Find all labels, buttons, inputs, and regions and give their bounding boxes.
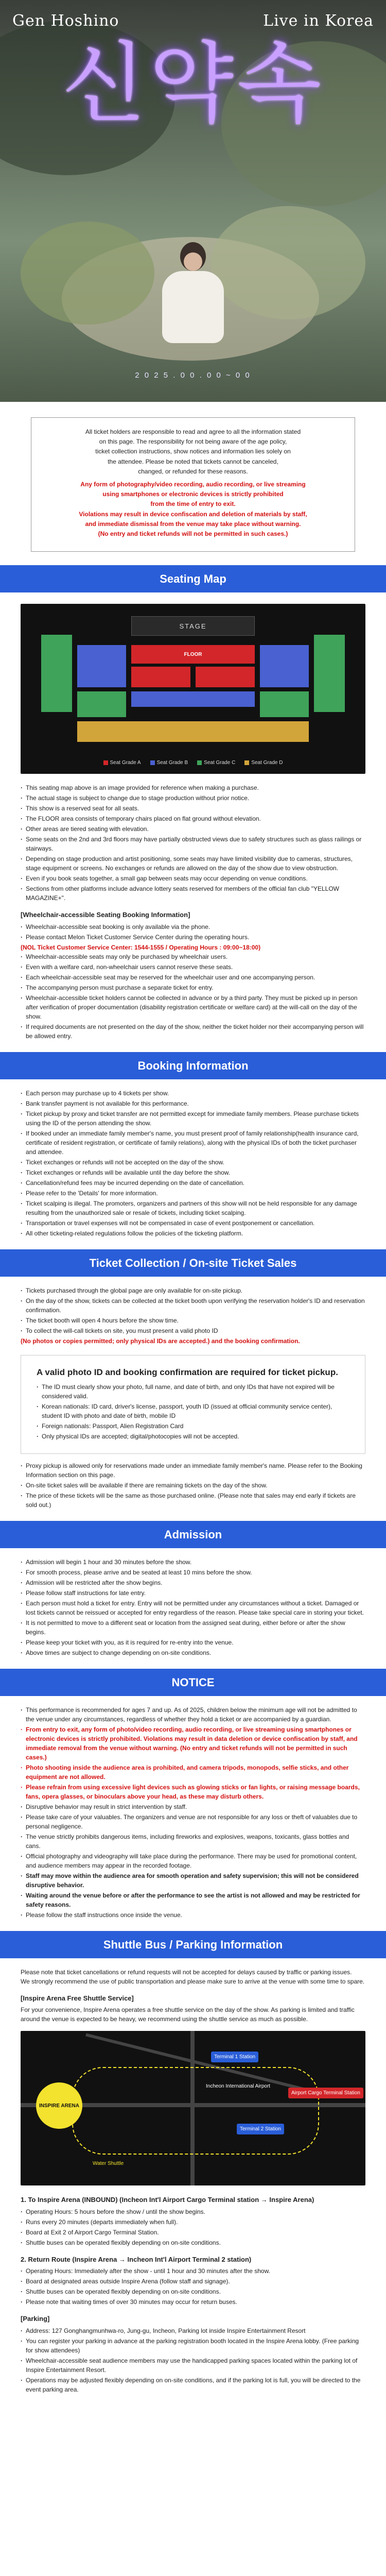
hero-subtitle: 2 0 2 5 . 0 0 . 0 0 ~ 0 0 xyxy=(135,370,251,380)
route1-list xyxy=(21,2207,365,2247)
seat-section xyxy=(41,635,72,712)
collection-id-warning: (No photos or copies permitted; only physical IDs are accepted.) and the booking confirmation. xyxy=(21,1337,300,1345)
list-item: · Proxy pickup is allowed only for reservations made under an immediate family member's name. Please refer to the Booking Information section on this page. xyxy=(21,1461,365,1480)
shuttle-route-line xyxy=(72,2067,319,2155)
notice-heading: NOTICE xyxy=(0,1669,386,1696)
list-item: · Admission will begin 1 hour and 30 minutes before the show. xyxy=(21,1557,365,1567)
list-item: · Wheelchair-accessible ticket holders cannot be collected in advance or by a third party. They must be picked up in person after verification of proper documentation (disability registration certificate or welfare card) at the will-call on the day of the show. xyxy=(21,993,365,1021)
seat-legend xyxy=(21,759,365,767)
shuttle-intro: Please note that ticket cancellations or refund requests will not be accepted for delays caused by traffic or parking issues. xyxy=(21,1968,352,1976)
hero-foliage xyxy=(211,206,365,319)
list-item: · Runs every 20 minutes (departs immediately when full). xyxy=(21,2217,365,2227)
booking-list xyxy=(21,1089,365,1238)
list-item: · It is not permitted to move to a different seat or location from the assigned seat during, either before or after the show begins. xyxy=(21,1618,365,1637)
list-item: · Above times are subject to change depending on on-site conditions. xyxy=(21,1648,365,1657)
intro-text: All ticket holders are responsible to read and agree to all the information stated on this page. The responsibility for not being aware of the age policy, ticket collection instructions, show notices and information lies solely on the attendee. Please be noted that tickets cannot be canceled, changed, or refunded for these reasons. xyxy=(85,428,301,475)
list-item: · The ID must clearly show your photo, full name, and date of birth, and only IDs that have not expired will be considered valid. xyxy=(37,1382,349,1401)
list-item: · Board at Exit 2 of Airport Cargo Terminal Station. xyxy=(21,2228,365,2237)
list-item: · Operating Hours: 5 hours before the show / until the show begins. xyxy=(21,2207,365,2216)
list-item: · Please take care of your valuables. The organizers and venue are not responsible for any loss or theft of valuables due to personal negligence. xyxy=(21,1812,365,1831)
list-item: · This seating map above is an image provided for reference when making a purchase. xyxy=(21,783,365,792)
list-item: · Foreign nationals: Passport, Alien Registration Card xyxy=(37,1421,349,1431)
wheelchair-list-2 xyxy=(21,952,365,1041)
list-item: · Ticket scalping is illegal. The promoters, organizers and partners of this show will not be held responsible for any damage resulting from the unauthorized sale or resale of tickets, including ticket scalping. xyxy=(21,1199,365,1217)
seating-notes-list xyxy=(21,783,365,903)
stage-label: STAGE xyxy=(131,616,255,636)
list-item: · Only physical IDs are accepted; digital/photocopies will not be accepted. xyxy=(37,1432,349,1441)
collection-section xyxy=(0,1277,386,1521)
shuttle-heading: Shuttle Bus / Parking Information xyxy=(0,1931,386,1958)
list-item: · This show is a reserved seat for all seats. xyxy=(21,804,365,813)
shuttle-service-heading: [Inspire Arena Free Shuttle Service] xyxy=(21,1994,134,2002)
collection-list xyxy=(21,1286,365,1335)
id-requirement-box xyxy=(21,1355,365,1454)
terminal-1-label: Terminal 1 Station xyxy=(211,2052,258,2062)
inspire-arena-marker: INSPIRE ARENA xyxy=(36,2082,82,2129)
list-item: · Wheelchair-accessible seats may only be purchased by wheelchair users. xyxy=(21,952,365,961)
list-item: · Disruptive behavior may result in strict intervention by staff. xyxy=(21,1802,365,1811)
seat-section xyxy=(314,635,345,712)
list-item: · Wheelchair-accessible seat audience members may use the handicapped parking spaces located within the parking lot of Inspire Entertainment Resort. xyxy=(21,2356,365,2375)
list-item: · Please contact Melon Ticket Customer Service Center during the operating hours. xyxy=(21,933,365,942)
list-item: · Even if you book seats together, a small gap between seats may occur depending on venue conditions. xyxy=(21,874,365,883)
list-item: · Cancellation/refund fees may be incurred depending on the date of cancellation. xyxy=(21,1178,365,1188)
list-item: · The actual stage is subject to change due to stage production without prior notice. xyxy=(21,793,365,803)
booking-section xyxy=(0,1079,386,1249)
shuttle-intro: We strongly recommend the use of public transportation and please make sure to arrive at the venue with some time to spare. xyxy=(21,1977,365,1985)
legend-item: Seat Grade A xyxy=(103,759,141,767)
list-item: · Admission will be restricted after the show begins. xyxy=(21,1578,365,1587)
list-item: · For smooth process, please arrive and be seated at least 10 mins before the show. xyxy=(21,1568,365,1577)
admission-section xyxy=(0,1548,386,1669)
booking-heading: Booking Information xyxy=(0,1052,386,1079)
list-item: · Staff may move within the audience area for smooth operation and safety supervision; this will not be considered disruptive behavior. xyxy=(21,1871,365,1890)
list-item: · Please keep your ticket with you, as it is required for re-entry into the venue. xyxy=(21,1638,365,1647)
list-item: · Each wheelchair-accessible seat may be reserved for the wheelchair user and one accompanying person. xyxy=(21,973,365,982)
list-item: · On the day of the show, tickets can be collected at the ticket booth upon verifying the reservation holder's ID and reservation confirmation. xyxy=(21,1296,365,1315)
seat-section xyxy=(260,691,309,717)
list-item: · Ticket exchanges or refunds will be available until the day before the show. xyxy=(21,1168,365,1177)
list-item: · Please refrain from using excessive light devices such as glowing sticks or fan lights, or raising message boards, fans, opera glasses, or binoculars above your head, as these may disturb others. xyxy=(21,1783,365,1801)
intro-warning: Any form of photography/video recording, audio recording, or live streaming using smartphones or electronic devices is strictly prohibited from the time of entry to exit. Violations may result in device confiscation and deletion of materials by staff, and immediate dismissal from the venue may take place without warning. (No entry and ticket refunds will not be permitted in such cases.) xyxy=(79,480,307,537)
hero-banner xyxy=(0,0,386,402)
seat-section xyxy=(77,645,126,687)
seat-section xyxy=(77,691,126,717)
shuttle-service-text: For your convenience, Inspire Arena operates a free shuttle service on the day of the show. As parking is limited and traffic around the venue is expected to be heavy, we recommend using the shuttle service as much as possible. xyxy=(21,2006,355,2023)
shuttle-section xyxy=(0,1958,386,2405)
list-item: · Tickets purchased through the global page are only available for on-site pickup. xyxy=(21,1286,365,1295)
wheelchair-list xyxy=(21,922,365,942)
intro-notice xyxy=(0,402,386,565)
collection-list-2 xyxy=(21,1461,365,1510)
list-item: · Official photography and videography will take place during the performance. There may be used for promotional content, and audience members may appear in the recorded footage. xyxy=(21,1852,365,1870)
list-item: · Shuttle buses can be operated flexibly depending on on-site conditions. xyxy=(21,2238,365,2247)
seat-section xyxy=(131,667,190,687)
artist-name: Gen Hoshino xyxy=(12,12,119,30)
id-box-list xyxy=(37,1382,349,1441)
list-item: · Operations may be adjusted flexibly depending on on-site conditions, and if the parking lot is full, you will be directed to the event parking area. xyxy=(21,2376,365,2394)
admission-heading: Admission xyxy=(0,1521,386,1548)
seating-map-container xyxy=(0,592,386,783)
list-item: · Wheelchair-accessible seat booking is only available via the phone. xyxy=(21,922,365,931)
list-item: · Ticket pickup by proxy and ticket transfer are not permitted except for immediate family members. Please purchase tickets using the ID of the person attending the show. xyxy=(21,1109,365,1128)
seat-section xyxy=(131,691,255,707)
event-name: Live in Korea xyxy=(263,12,374,30)
artist-photo xyxy=(157,242,229,345)
list-item: · Please follow staff instructions for late entry. xyxy=(21,1588,365,1598)
admission-list xyxy=(21,1557,365,1657)
terminal-2-label: Terminal 2 Station xyxy=(237,2124,284,2134)
list-item: · Waiting around the venue before or after the performance to see the artist is not allowed and may be restricted for safety reasons. xyxy=(21,1891,365,1909)
list-item: · The price of these tickets will be the same as those purchased online. (Please note that sales may end early if tickets are sold out.) xyxy=(21,1491,365,1510)
cargo-terminal-label: Airport Cargo Terminal Station xyxy=(288,2088,363,2098)
list-item: · Depending on stage production and artist positioning, some seats may have limited visibility due to cameras, structures, stage equipment or screens. No exchanges or refunds are allowed on the day of the show due to view obstruction. xyxy=(21,854,365,873)
list-item: · Address: 127 Gonghangmunhwa-ro, Jung-gu, Incheon, Parking lot inside Inspire Entertainment Resort xyxy=(21,2326,365,2335)
shuttle-route-map xyxy=(21,2031,365,2185)
parking-heading: [Parking] xyxy=(21,2315,50,2323)
list-item: · All other ticketing-related regulations follow the policies of the ticketing platform. xyxy=(21,1229,365,1238)
list-item: · Please note that waiting times of over 30 minutes may occur for return buses. xyxy=(21,2297,365,2307)
seat-section xyxy=(77,721,309,742)
wheelchair-contact: (NOL Ticket Customer Service Center: 1544-1555 / Operating Hours : 09:00~18:00) xyxy=(21,943,261,951)
list-item: · Transportation or travel expenses will not be compensated in case of event postponement or cancellation. xyxy=(21,1218,365,1228)
seat-section xyxy=(196,667,255,687)
seating-map xyxy=(21,604,365,774)
incheon-airport-label: Incheon International Airport xyxy=(206,2083,271,2090)
intro-box xyxy=(31,417,355,552)
seat-section-floor: FLOOR xyxy=(131,645,255,664)
legend-item: Seat Grade C xyxy=(197,759,235,767)
collection-heading: Ticket Collection / On-site Ticket Sales xyxy=(0,1249,386,1277)
list-item: · Each person must hold a ticket for entry. Entry will not be permitted under any circumstances without a ticket. Damaged or lost tickets cannot be reissued or accepted for entry regardless of the reason. Please take special care in storing your ticket. xyxy=(21,1599,365,1617)
route1-heading: 1. To Inspire Arena (INBOUND) (Incheon Int'l Airport Cargo Terminal station → Inspire Arena) xyxy=(21,2196,314,2204)
list-item: · Photo shooting inside the audience area is prohibited, and camera tripods, monopods, selfie sticks, and other equipment are not allowed. xyxy=(21,1763,365,1782)
route2-heading: 2. Return Route (Inspire Arena → Incheon Int'l Airport Terminal 2 station) xyxy=(21,2255,252,2263)
list-item: · Ticket exchanges or refunds will not be accepted on the day of the show. xyxy=(21,1158,365,1167)
seating-map-heading: Seating Map xyxy=(0,565,386,592)
hero-header xyxy=(12,9,374,32)
list-item: · Each person may purchase up to 4 tickets per show. xyxy=(21,1089,365,1098)
list-item: · Even with a welfare card, non-wheelchair users cannot reserve these seats. xyxy=(21,962,365,972)
list-item: · The accompanying person must purchase a separate ticket for entry. xyxy=(21,983,365,992)
list-item: · Board at designated areas outside Inspire Arena (follow staff and signage). xyxy=(21,2277,365,2286)
list-item: · Some seats on the 2nd and 3rd floors may have partially obstructed views due to safety structures such as glass railings or stairways. xyxy=(21,835,365,853)
list-item: · If booked under an immediate family member's name, you must present proof of family relationship(health insurance card, certificate of resident registration, or certificate of family relations), along with the physical IDs of both the ticket purchaser and attendee. xyxy=(21,1129,365,1157)
legend-item: Seat Grade B xyxy=(150,759,188,767)
seating-notes xyxy=(0,783,386,1052)
list-item: · You can register your parking in advance at the parking registration booth located in the Inspire Arena lobby. (Free parking for show attendees) xyxy=(21,2336,365,2355)
wheelchair-heading: [Wheelchair-accessible Seating Booking Information] xyxy=(21,911,190,919)
legend-item: Seat Grade D xyxy=(244,759,283,767)
notice-section xyxy=(0,1696,386,1931)
list-item: · Please refer to the 'Details' for more information. xyxy=(21,1189,365,1198)
id-box-title: A valid photo ID and booking confirmation are required for ticket pickup. xyxy=(37,1367,338,1377)
route2-list xyxy=(21,2266,365,2307)
list-item: · The FLOOR area consists of temporary chairs placed on flat ground without elevation. xyxy=(21,814,365,823)
parking-list xyxy=(21,2326,365,2394)
notice-list xyxy=(21,1705,365,1920)
list-item: · Korean nationals: ID card, driver's license, passport, youth ID (issued at official community service center), student ID with photo and date of birth, mobile ID xyxy=(37,1402,349,1420)
list-item: · Operating Hours: Immediately after the show - until 1 hour and 30 minutes after the show. xyxy=(21,2266,365,2276)
list-item: · Please follow the staff instructions once inside the venue. xyxy=(21,1910,365,1920)
list-item: · The ticket booth will open 4 hours before the show time. xyxy=(21,1316,365,1325)
list-item: · If required documents are not presented on the day of the show, neither the ticket holder nor their accompanying person will be allowed entry. xyxy=(21,1022,365,1041)
seat-section xyxy=(260,645,309,687)
list-item: · To collect the will-call tickets on site, you must present a valid photo ID xyxy=(21,1326,365,1335)
hero-foliage xyxy=(21,222,154,325)
list-item: · Sections from other platforms include advance lottery seats reserved for members of the official fan club "YELLOW MAGAZINE+". xyxy=(21,884,365,903)
hero-logo: 신약속 xyxy=(61,33,325,135)
list-item: · This performance is recommended for ages 7 and up. As of 2025, children below the minimum age will not be admitted to the venue under any circumstances, regardless of whether they hold a ticket or are accompanied by a guardian. xyxy=(21,1705,365,1724)
water-shuttle-label: Water Shuttle xyxy=(93,2161,124,2167)
list-item: · Other areas are tiered seating with elevation. xyxy=(21,824,365,834)
list-item: · The venue strictly prohibits dangerous items, including fireworks and explosives, weapons, toxicants, glass bottles and cans. xyxy=(21,1832,365,1851)
list-item: · Bank transfer payment is not available for this performance. xyxy=(21,1099,365,1108)
list-item: · On-site ticket sales will be available if there are remaining tickets on the day of the show. xyxy=(21,1481,365,1490)
list-item: · Shuttle buses can be operated flexibly depending on on-site conditions. xyxy=(21,2287,365,2296)
list-item: · From entry to exit, any form of photo/video recording, audio recording, or live streaming using smartphones or electronic devices is strictly prohibited. Violations may result in data deletion or device confiscation by staff, and immediate removal from the venue without warning. (No entry and ticket refunds will not be permitted in such cases.) xyxy=(21,1725,365,1762)
